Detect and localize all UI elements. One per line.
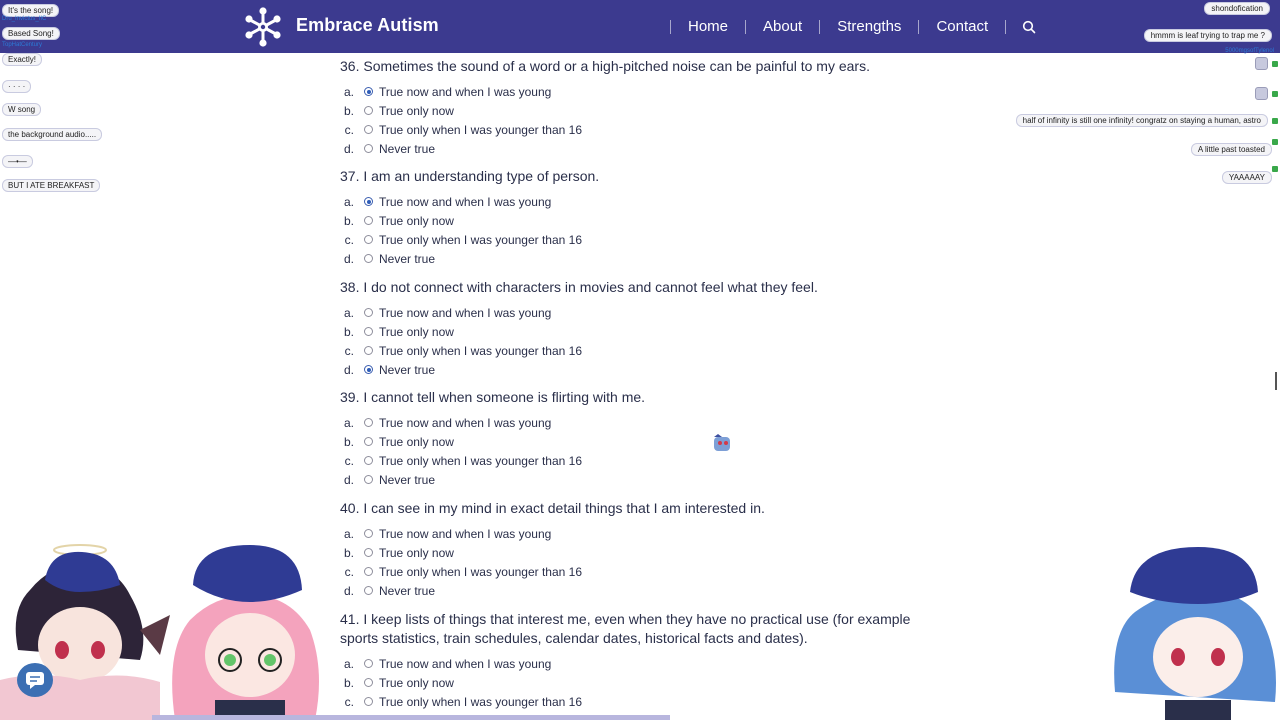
question-title: 37. I am an understanding type of person.: [340, 168, 600, 184]
question-title: 39. I cannot tell when someone is flirting with me.: [340, 389, 646, 405]
radio-button[interactable]: [364, 456, 373, 465]
member-badge-icon: [1272, 118, 1278, 124]
option-a[interactable]: a. True now and when I was young: [343, 415, 552, 430]
option-list: [340, 654, 940, 711]
radio-button[interactable]: [364, 235, 373, 244]
chat-text: YAAAAAY: [1222, 171, 1272, 184]
question-title: 38. I do not connect with characters in movies and cannot feel what they feel.: [340, 279, 818, 295]
option-list: [340, 82, 940, 158]
question-39: [340, 388, 940, 489]
option-list: [340, 303, 940, 379]
chat-text: half of infinity is still one infinity! congratz on staying a human, astro: [1016, 114, 1268, 127]
radio-button[interactable]: [364, 586, 373, 595]
radio-button[interactable]: [364, 125, 373, 134]
option-list: [340, 192, 940, 268]
chat-bubble-icon[interactable]: [17, 663, 53, 697]
option-c[interactable]: c. True only when I was younger than 16: [344, 694, 583, 709]
option-b[interactable]: b. True only now: [343, 324, 454, 339]
option-a[interactable]: a. True now and when I was young: [343, 526, 552, 541]
option-d[interactable]: d. Never true: [343, 141, 436, 156]
question-title: 36. Sometimes the sound of a word or a high-pitched noise can be painful to my ears.: [340, 58, 870, 74]
chat-text: the background audio.....: [2, 128, 102, 141]
chat-message: [2, 175, 100, 193]
option-list: [340, 524, 940, 600]
question-title: 40. I can see in my mind in exact detail things that I am interested in.: [340, 500, 765, 516]
radio-button[interactable]: [364, 529, 373, 538]
radio-button[interactable]: [364, 678, 373, 687]
radio-button[interactable]: [364, 475, 373, 484]
chat-text: A little past toasted: [1191, 143, 1272, 156]
option-c[interactable]: c. True only when I was younger than 16: [344, 343, 583, 358]
nav-home[interactable]: Home: [688, 18, 729, 35]
chat-message: [2, 76, 31, 94]
chat-text: It's the song!: [2, 4, 59, 17]
stream-chat-right: [980, 0, 1280, 200]
chat-avatar: [1255, 87, 1268, 100]
option-d[interactable]: d. Never true: [343, 251, 436, 266]
chat-text: —•—: [2, 155, 33, 168]
chat-username: Dru_Invictus_IIC: [2, 16, 47, 22]
radio-button[interactable]: [364, 548, 373, 557]
infinity-people-logo-icon[interactable]: [242, 6, 284, 48]
question-41: [340, 610, 940, 711]
option-b[interactable]: b. True only now: [343, 103, 454, 118]
radio-button[interactable]: [364, 216, 373, 225]
option-b[interactable]: b. True only now: [343, 545, 454, 560]
chat-text: W song: [2, 103, 41, 116]
chat-message: [2, 16, 60, 41]
radio-button[interactable]: [364, 697, 373, 706]
option-c[interactable]: c. True only when I was younger than 16: [344, 122, 583, 137]
option-a[interactable]: a. True now and when I was young: [343, 656, 552, 671]
radio-button[interactable]: [364, 87, 373, 96]
question-37: [340, 167, 940, 268]
radio-button[interactable]: [364, 437, 373, 446]
radio-button[interactable]: [364, 308, 373, 317]
radio-button[interactable]: [364, 254, 373, 263]
scrollbar-thumb[interactable]: [1275, 372, 1277, 390]
radio-button[interactable]: [364, 346, 373, 355]
nav-about[interactable]: About: [763, 18, 803, 35]
option-a[interactable]: a. True now and when I was young: [343, 84, 552, 99]
chat-text: shondofication: [1204, 2, 1270, 15]
radio-button[interactable]: [364, 144, 373, 153]
radio-button[interactable]: [364, 197, 373, 206]
option-c[interactable]: c. True only when I was younger than 16: [344, 232, 583, 247]
option-b[interactable]: b. True only now: [343, 434, 454, 449]
chat-text: Exactly!: [2, 53, 42, 66]
site-brand[interactable]: Embrace Autism: [296, 15, 439, 35]
radio-button[interactable]: [364, 106, 373, 115]
chat-text: hmmm is leaf trying to trap me ?: [1144, 29, 1272, 42]
option-list: [340, 413, 940, 489]
member-badge-icon: [1272, 166, 1278, 172]
option-a[interactable]: a. True now and when I was young: [343, 194, 552, 209]
question-38: [340, 278, 940, 379]
chat-text: Based Song!: [2, 27, 60, 40]
chat-avatar: [1255, 57, 1268, 70]
chat-message: [2, 42, 42, 67]
chat-message: [2, 151, 33, 169]
option-d[interactable]: d. Never true: [343, 362, 436, 377]
chat-username: 5000mgsofTylenol: [1225, 48, 1274, 54]
option-c[interactable]: c. True only when I was younger than 16: [344, 564, 583, 579]
question-40: [340, 499, 940, 600]
chat-username: TopHatCentury: [2, 42, 43, 48]
member-badge-icon: [1272, 91, 1278, 97]
option-a[interactable]: a. True now and when I was young: [343, 305, 552, 320]
option-c[interactable]: c. True only when I was younger than 16: [344, 453, 583, 468]
chat-text: BUT I ATE BREAKFAST: [2, 179, 100, 192]
radio-button[interactable]: [364, 567, 373, 576]
chat-message: [2, 124, 102, 142]
radio-button[interactable]: [364, 418, 373, 427]
character-cursor-icon: [712, 434, 734, 454]
vtuber-avatar-center: [165, 540, 325, 720]
option-d[interactable]: d. Never true: [343, 472, 436, 487]
option-d[interactable]: d. Never true: [343, 583, 436, 598]
radio-button[interactable]: [364, 659, 373, 668]
nav-strengths[interactable]: Strengths: [837, 18, 902, 35]
option-b[interactable]: b. True only now: [343, 675, 454, 690]
question-title: 41. I keep lists of things that interest me, even when they have no practical use (for example sports statistics, train schedules, calendar dates, historical facts and dates).: [340, 611, 911, 646]
chat-message: [2, 99, 41, 117]
vtuber-avatar-right: [1110, 542, 1280, 720]
chat-text: · · · ·: [2, 80, 31, 93]
radio-button[interactable]: [364, 327, 373, 336]
option-b[interactable]: b. True only now: [343, 213, 454, 228]
radio-button[interactable]: [364, 365, 373, 374]
question-36: [340, 57, 940, 158]
member-badge-icon: [1272, 139, 1278, 145]
nav-contact[interactable]: Contact: [936, 18, 989, 35]
member-badge-icon: [1272, 61, 1278, 67]
bottom-progress-bar: [152, 715, 670, 720]
